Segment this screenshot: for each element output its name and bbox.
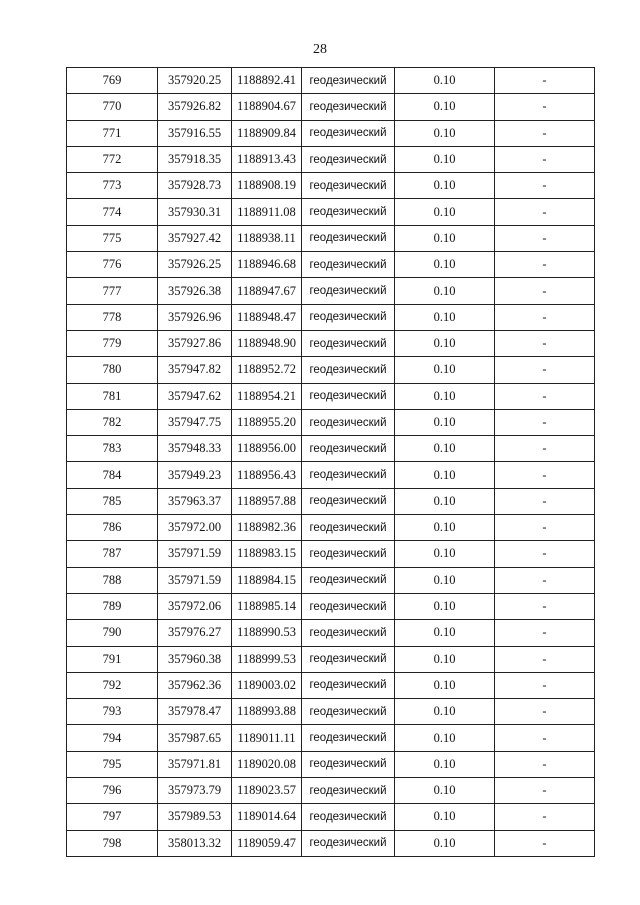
coordinate-x-cell: 357987.65 <box>158 725 232 751</box>
coordinate-y-cell: 1188948.47 <box>232 304 302 330</box>
page-number: 28 <box>313 42 327 57</box>
method-cell: геодезический <box>302 488 395 514</box>
accuracy-cell: 0.10 <box>395 304 495 330</box>
note-cell: - <box>495 567 595 593</box>
point-number-cell: 780 <box>67 357 158 383</box>
coordinate-x-cell: 357926.25 <box>158 252 232 278</box>
table-row <box>67 541 595 567</box>
coordinate-x-cell: 357972.00 <box>158 515 232 541</box>
note-cell: - <box>495 515 595 541</box>
method-cell: геодезический <box>302 699 395 725</box>
table-row <box>67 173 595 199</box>
coordinate-x-cell: 357947.75 <box>158 409 232 435</box>
method-cell: геодезический <box>302 173 395 199</box>
accuracy-cell: 0.10 <box>395 173 495 199</box>
point-number-cell: 771 <box>67 120 158 146</box>
coordinate-x-cell: 357949.23 <box>158 462 232 488</box>
accuracy-cell: 0.10 <box>395 830 495 856</box>
coordinate-x-cell: 357928.73 <box>158 173 232 199</box>
note-cell: - <box>495 120 595 146</box>
coordinates-table <box>66 67 595 857</box>
table-row <box>67 488 595 514</box>
table-row <box>67 278 595 304</box>
coordinate-x-cell: 357971.81 <box>158 751 232 777</box>
method-cell: геодезический <box>302 330 395 356</box>
table-row <box>67 462 595 488</box>
coordinate-y-cell: 1188956.43 <box>232 462 302 488</box>
accuracy-cell: 0.10 <box>395 567 495 593</box>
method-cell: геодезический <box>302 620 395 646</box>
table-row <box>67 252 595 278</box>
point-number-cell: 790 <box>67 620 158 646</box>
coordinate-y-cell: 1188947.67 <box>232 278 302 304</box>
coordinate-x-cell: 357963.37 <box>158 488 232 514</box>
table-row <box>67 515 595 541</box>
accuracy-cell: 0.10 <box>395 146 495 172</box>
note-cell: - <box>495 225 595 251</box>
coordinate-x-cell: 357926.82 <box>158 94 232 120</box>
table-row <box>67 357 595 383</box>
note-cell: - <box>495 146 595 172</box>
note-cell: - <box>495 199 595 225</box>
coordinate-y-cell: 1188956.00 <box>232 436 302 462</box>
method-cell: геодезический <box>302 146 395 172</box>
point-number-cell: 772 <box>67 146 158 172</box>
note-cell: - <box>495 725 595 751</box>
accuracy-cell: 0.10 <box>395 383 495 409</box>
coordinate-y-cell: 1188984.15 <box>232 567 302 593</box>
table-row <box>67 436 595 462</box>
method-cell: геодезический <box>302 252 395 278</box>
coordinate-x-cell: 357960.38 <box>158 646 232 672</box>
accuracy-cell: 0.10 <box>395 778 495 804</box>
method-cell: геодезический <box>302 567 395 593</box>
table-row <box>67 94 595 120</box>
note-cell: - <box>495 804 595 830</box>
coordinate-x-cell: 357978.47 <box>158 699 232 725</box>
coordinate-x-cell: 357920.25 <box>158 68 232 94</box>
note-cell: - <box>495 646 595 672</box>
coordinate-y-cell: 1189011.11 <box>232 725 302 751</box>
point-number-cell: 786 <box>67 515 158 541</box>
point-number-cell: 789 <box>67 593 158 619</box>
coordinate-y-cell: 1188985.14 <box>232 593 302 619</box>
accuracy-cell: 0.10 <box>395 68 495 94</box>
table-body <box>67 68 595 857</box>
note-cell: - <box>495 620 595 646</box>
coordinate-y-cell: 1188904.67 <box>232 94 302 120</box>
table-row <box>67 330 595 356</box>
coordinate-y-cell: 1188913.43 <box>232 146 302 172</box>
table-row <box>67 567 595 593</box>
coordinate-x-cell: 357927.86 <box>158 330 232 356</box>
point-number-cell: 788 <box>67 567 158 593</box>
note-cell: - <box>495 778 595 804</box>
accuracy-cell: 0.10 <box>395 330 495 356</box>
coordinate-y-cell: 1189059.47 <box>232 830 302 856</box>
coordinate-y-cell: 1188957.88 <box>232 488 302 514</box>
coordinate-y-cell: 1188993.88 <box>232 699 302 725</box>
method-cell: геодезический <box>302 68 395 94</box>
point-number-cell: 791 <box>67 646 158 672</box>
note-cell: - <box>495 173 595 199</box>
coordinate-x-cell: 357947.62 <box>158 383 232 409</box>
coordinate-x-cell: 357918.35 <box>158 146 232 172</box>
table-row <box>67 620 595 646</box>
table-row <box>67 804 595 830</box>
method-cell: геодезический <box>302 436 395 462</box>
note-cell: - <box>495 304 595 330</box>
method-cell: геодезический <box>302 357 395 383</box>
coordinate-x-cell: 357927.42 <box>158 225 232 251</box>
method-cell: геодезический <box>302 778 395 804</box>
note-cell: - <box>495 699 595 725</box>
method-cell: геодезический <box>302 304 395 330</box>
note-cell: - <box>495 593 595 619</box>
table-row <box>67 120 595 146</box>
method-cell: геодезический <box>302 672 395 698</box>
table-row <box>67 409 595 435</box>
table-row <box>67 225 595 251</box>
coordinate-x-cell: 357989.53 <box>158 804 232 830</box>
accuracy-cell: 0.10 <box>395 436 495 462</box>
point-number-cell: 774 <box>67 199 158 225</box>
point-number-cell: 781 <box>67 383 158 409</box>
coordinate-y-cell: 1189014.64 <box>232 804 302 830</box>
point-number-cell: 782 <box>67 409 158 435</box>
coordinate-x-cell: 357930.31 <box>158 199 232 225</box>
point-number-cell: 787 <box>67 541 158 567</box>
method-cell: геодезический <box>302 725 395 751</box>
point-number-cell: 778 <box>67 304 158 330</box>
note-cell: - <box>495 68 595 94</box>
method-cell: геодезический <box>302 225 395 251</box>
table-row <box>67 646 595 672</box>
coordinate-y-cell: 1189003.02 <box>232 672 302 698</box>
accuracy-cell: 0.10 <box>395 699 495 725</box>
method-cell: геодезический <box>302 120 395 146</box>
note-cell: - <box>495 252 595 278</box>
method-cell: геодезический <box>302 646 395 672</box>
coordinate-y-cell: 1188990.53 <box>232 620 302 646</box>
table-row <box>67 778 595 804</box>
note-cell: - <box>495 462 595 488</box>
accuracy-cell: 0.10 <box>395 593 495 619</box>
point-number-cell: 798 <box>67 830 158 856</box>
table-row <box>67 725 595 751</box>
accuracy-cell: 0.10 <box>395 225 495 251</box>
table-row <box>67 751 595 777</box>
point-number-cell: 795 <box>67 751 158 777</box>
accuracy-cell: 0.10 <box>395 515 495 541</box>
accuracy-cell: 0.10 <box>395 804 495 830</box>
coordinate-y-cell: 1188946.68 <box>232 252 302 278</box>
method-cell: геодезический <box>302 830 395 856</box>
point-number-cell: 775 <box>67 225 158 251</box>
point-number-cell: 797 <box>67 804 158 830</box>
coordinate-y-cell: 1189020.08 <box>232 751 302 777</box>
table-row <box>67 830 595 856</box>
accuracy-cell: 0.10 <box>395 541 495 567</box>
table-row <box>67 699 595 725</box>
accuracy-cell: 0.10 <box>395 252 495 278</box>
coordinate-x-cell: 357971.59 <box>158 567 232 593</box>
accuracy-cell: 0.10 <box>395 199 495 225</box>
table-row <box>67 304 595 330</box>
coordinate-y-cell: 1188908.19 <box>232 173 302 199</box>
coordinate-x-cell: 357926.38 <box>158 278 232 304</box>
note-cell: - <box>495 94 595 120</box>
point-number-cell: 793 <box>67 699 158 725</box>
accuracy-cell: 0.10 <box>395 725 495 751</box>
point-number-cell: 769 <box>67 68 158 94</box>
note-cell: - <box>495 409 595 435</box>
coordinate-y-cell: 1188911.08 <box>232 199 302 225</box>
method-cell: геодезический <box>302 541 395 567</box>
point-number-cell: 779 <box>67 330 158 356</box>
accuracy-cell: 0.10 <box>395 620 495 646</box>
point-number-cell: 777 <box>67 278 158 304</box>
coordinate-y-cell: 1188982.36 <box>232 515 302 541</box>
note-cell: - <box>495 830 595 856</box>
note-cell: - <box>495 541 595 567</box>
coordinate-x-cell: 357962.36 <box>158 672 232 698</box>
coordinate-x-cell: 357973.79 <box>158 778 232 804</box>
table-row <box>67 672 595 698</box>
method-cell: геодезический <box>302 409 395 435</box>
table-row <box>67 383 595 409</box>
method-cell: геодезический <box>302 804 395 830</box>
table-row <box>67 68 595 94</box>
accuracy-cell: 0.10 <box>395 120 495 146</box>
coordinate-y-cell: 1188892.41 <box>232 68 302 94</box>
accuracy-cell: 0.10 <box>395 751 495 777</box>
note-cell: - <box>495 357 595 383</box>
note-cell: - <box>495 672 595 698</box>
point-number-cell: 784 <box>67 462 158 488</box>
accuracy-cell: 0.10 <box>395 278 495 304</box>
method-cell: геодезический <box>302 94 395 120</box>
coordinate-y-cell: 1188955.20 <box>232 409 302 435</box>
accuracy-cell: 0.10 <box>395 409 495 435</box>
table-row <box>67 593 595 619</box>
point-number-cell: 796 <box>67 778 158 804</box>
point-number-cell: 776 <box>67 252 158 278</box>
note-cell: - <box>495 488 595 514</box>
table-row <box>67 199 595 225</box>
point-number-cell: 794 <box>67 725 158 751</box>
coordinate-y-cell: 1188999.53 <box>232 646 302 672</box>
accuracy-cell: 0.10 <box>395 646 495 672</box>
coordinate-x-cell: 357926.96 <box>158 304 232 330</box>
table-row <box>67 146 595 172</box>
coordinate-x-cell: 357948.33 <box>158 436 232 462</box>
note-cell: - <box>495 751 595 777</box>
method-cell: геодезический <box>302 278 395 304</box>
coordinate-y-cell: 1188909.84 <box>232 120 302 146</box>
method-cell: геодезический <box>302 515 395 541</box>
accuracy-cell: 0.10 <box>395 488 495 514</box>
coordinate-y-cell: 1188948.90 <box>232 330 302 356</box>
note-cell: - <box>495 278 595 304</box>
method-cell: геодезический <box>302 199 395 225</box>
method-cell: геодезический <box>302 751 395 777</box>
coordinate-x-cell: 357916.55 <box>158 120 232 146</box>
coordinate-x-cell: 358013.32 <box>158 830 232 856</box>
coordinate-y-cell: 1188952.72 <box>232 357 302 383</box>
point-number-cell: 770 <box>67 94 158 120</box>
coordinate-x-cell: 357947.82 <box>158 357 232 383</box>
point-number-cell: 785 <box>67 488 158 514</box>
coordinate-y-cell: 1188938.11 <box>232 225 302 251</box>
note-cell: - <box>495 330 595 356</box>
coordinate-x-cell: 357976.27 <box>158 620 232 646</box>
coordinate-y-cell: 1188954.21 <box>232 383 302 409</box>
coordinate-x-cell: 357972.06 <box>158 593 232 619</box>
point-number-cell: 773 <box>67 173 158 199</box>
point-number-cell: 792 <box>67 672 158 698</box>
accuracy-cell: 0.10 <box>395 357 495 383</box>
method-cell: геодезический <box>302 593 395 619</box>
accuracy-cell: 0.10 <box>395 672 495 698</box>
method-cell: геодезический <box>302 383 395 409</box>
note-cell: - <box>495 436 595 462</box>
note-cell: - <box>495 383 595 409</box>
accuracy-cell: 0.10 <box>395 94 495 120</box>
coordinate-y-cell: 1188983.15 <box>232 541 302 567</box>
method-cell: геодезический <box>302 462 395 488</box>
point-number-cell: 783 <box>67 436 158 462</box>
coordinate-y-cell: 1189023.57 <box>232 778 302 804</box>
coordinate-x-cell: 357971.59 <box>158 541 232 567</box>
accuracy-cell: 0.10 <box>395 462 495 488</box>
